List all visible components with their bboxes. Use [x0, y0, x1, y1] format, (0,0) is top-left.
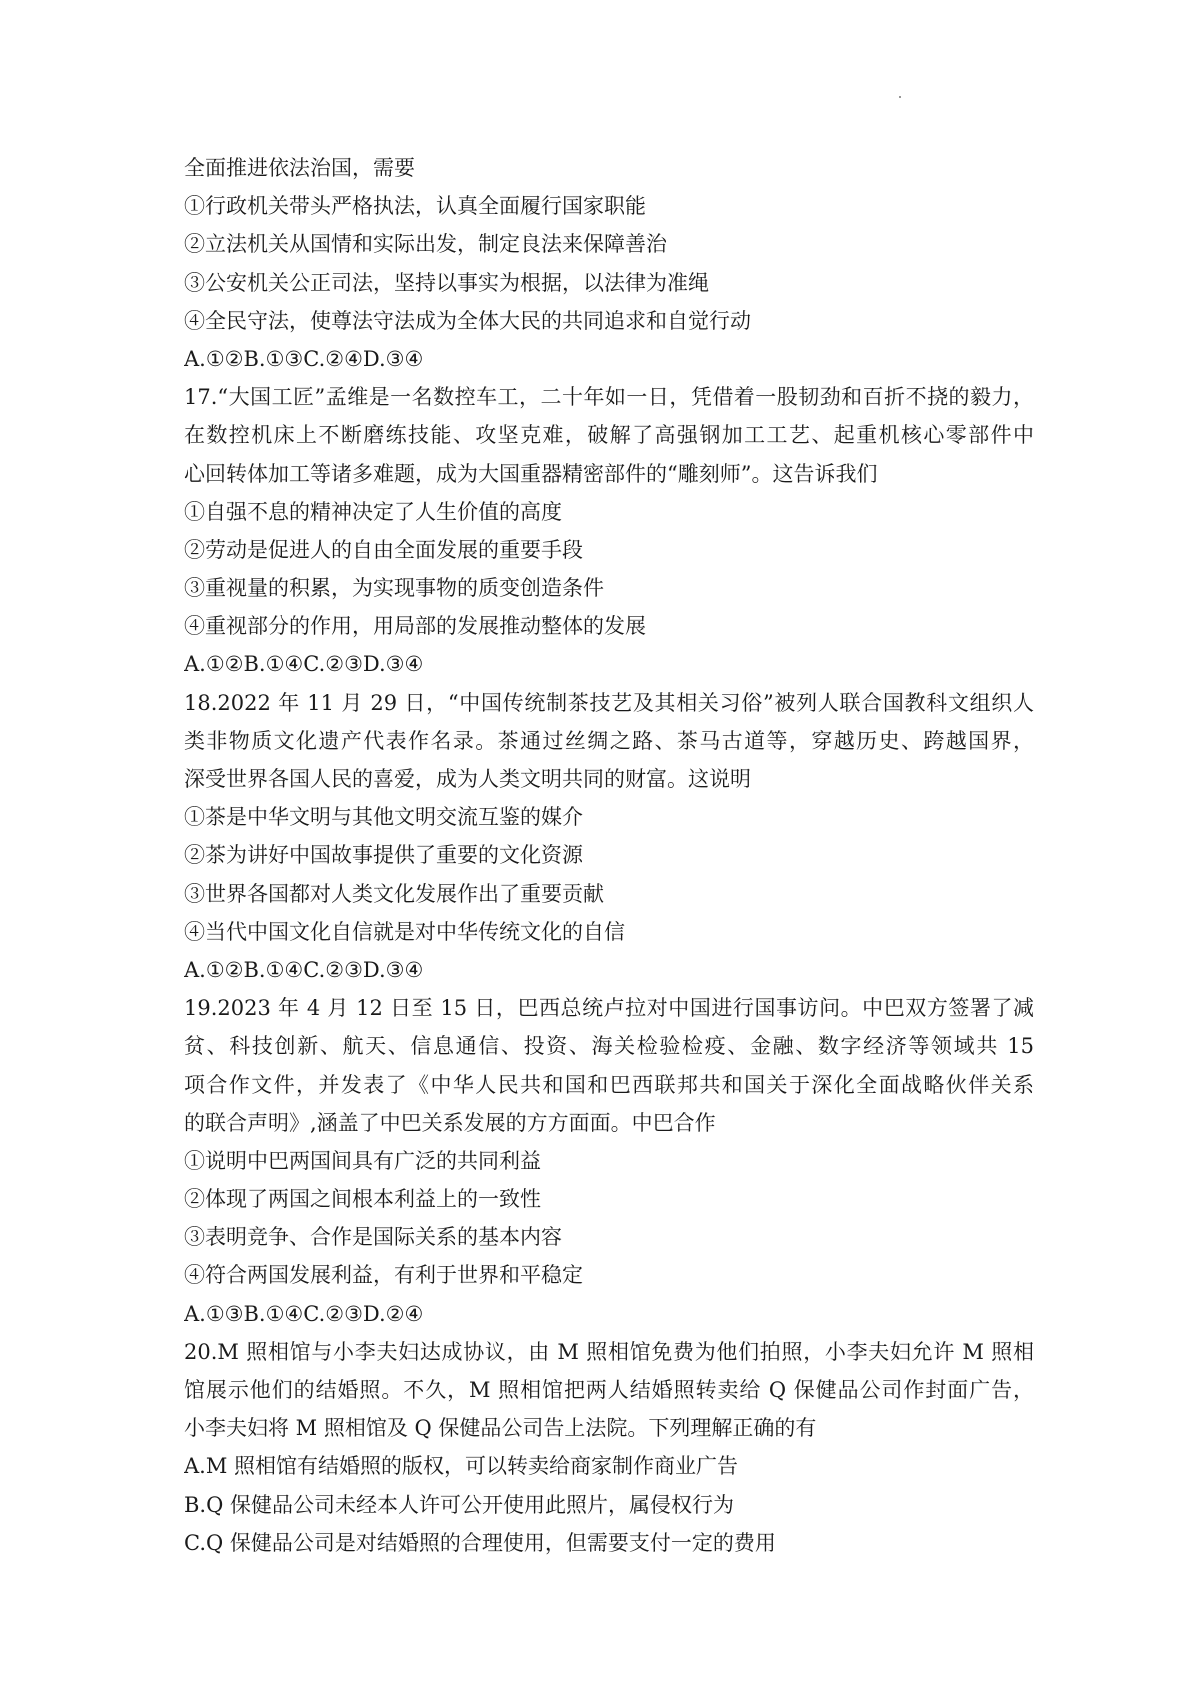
question-19-text: 贫、科技创新、航天、信息通信、投资、海关检验检疫、金融、数字经济等领域共 15: [184, 1034, 1034, 1059]
option-line: ④重视部分的作用，用局部的发展推动整体的发展: [184, 614, 646, 639]
option-line: ①说明中巴两国间具有广泛的共同利益: [184, 1148, 541, 1173]
question-19-text: 19.2023 年 4 月 12 日至 15 日，巴西总统卢拉对中国进行国事访问。中巴双方签署了减: [184, 996, 1034, 1021]
option-line: ②茶为讲好中国故事提供了重要的文化资源: [184, 843, 583, 868]
question-18-text: 深受世界各国人民的喜爱，成为人类文明共同的财富。这说明: [184, 767, 751, 791]
answer-choices: A.①②B.①④C.②③D.③④: [184, 957, 424, 982]
option-line: ③表明竞争、合作是国际关系的基本内容: [184, 1225, 562, 1250]
option-line: B.Q 保健品公司未经本人许可公开使用此照片，属侵权行为: [184, 1492, 734, 1517]
option-line: C.Q 保健品公司是对结婚照的合理使用，但需要支付一定的费用: [184, 1530, 776, 1555]
option-line: ③重视量的积累，为实现事物的质变创造条件: [184, 576, 604, 601]
option-line: ③公安机关公正司法，坚持以事实为根据，以法律为准绳: [184, 270, 709, 295]
question-18-text: 18.2022 年 11 月 29 日，“中国传统制茶技艺及其相关习俗”被列人联合国教科文组织人: [184, 690, 1034, 715]
option-line: ①自强不息的精神决定了人生价值的高度: [184, 499, 562, 524]
answer-choices: A.①③B.①④C.②③D.②④: [184, 1301, 424, 1326]
option-line: ③世界各国都对人类文化发展作出了重要贡献: [184, 881, 604, 906]
answer-choices: A.①②B.①④C.②③D.③④: [184, 652, 424, 677]
question-17-text: 心回转体加工等诸多难题，成为大国重器精密部件的“雕刻师”。这告诉我们: [184, 461, 878, 486]
option-line: A.M 照相馆有结婚照的版权，可以转卖给商家制作商业广告: [184, 1454, 739, 1479]
question-text-block: [184, 149, 1034, 1562]
answer-choices: A.①②B.①③C.②④D.③④: [184, 346, 424, 371]
option-line: ④符合两国发展利益，有利于世界和平稳定: [184, 1263, 583, 1288]
question-19-text: 项合作文件，并发表了《中华人民共和国和巴西联邦共和国关于深化全面战略伙伴关系: [184, 1072, 1034, 1097]
page-speck: [899, 96, 901, 98]
question-17-text: 17.“大国工匠”孟维是一名数控车工，二十年如一日，凭借着一股韧劲和百折不挠的毅力，: [184, 385, 1034, 410]
option-line: ④全民守法，使尊法守法成为全体大民的共同追求和自觉行动: [184, 308, 751, 333]
option-line: ②体现了两国之间根本利益上的一致性: [184, 1187, 541, 1212]
option-line: ②劳动是促进人的自由全面发展的重要手段: [184, 537, 583, 562]
option-line: ①行政机关带头严格执法，认真全面履行国家职能: [184, 194, 646, 219]
question-18-text: 类非物质文化遗产代表作名录。茶通过丝绸之路、茶马古道等，穿越历史、跨越国界，: [184, 728, 1034, 753]
question-17-text: 在数控机床上不断磨练技能、攻坚克难，破解了高强钢加工工艺、起重机核心零部件中: [184, 423, 1034, 448]
text-line: 全面推进依法治国，需要: [184, 156, 415, 180]
option-line: ②立法机关从国情和实际出发，制定良法来保障善治: [184, 232, 667, 257]
question-20-text: 20.M 照相馆与小李夫妇达成协议，由 M 照相馆免费为他们拍照，小李夫妇允许 M 照相: [184, 1339, 1034, 1364]
option-line: ④当代中国文化自信就是对中华传统文化的自信: [184, 919, 625, 944]
question-19-text: 的联合声明》,涵盖了中巴关系发展的方方面面。中巴合作: [184, 1110, 716, 1135]
question-20-text: 馆展示他们的结婚照。不久，M 照相馆把两人结婚照转卖给 Q 保健品公司作封面广告，: [184, 1378, 1034, 1402]
question-20-text: 小李夫妇将 M 照相馆及 Q 保健品公司告上法院。下列理解正确的有: [184, 1416, 817, 1441]
option-line: ①茶是中华文明与其他文明交流互鉴的媒介: [184, 805, 583, 830]
